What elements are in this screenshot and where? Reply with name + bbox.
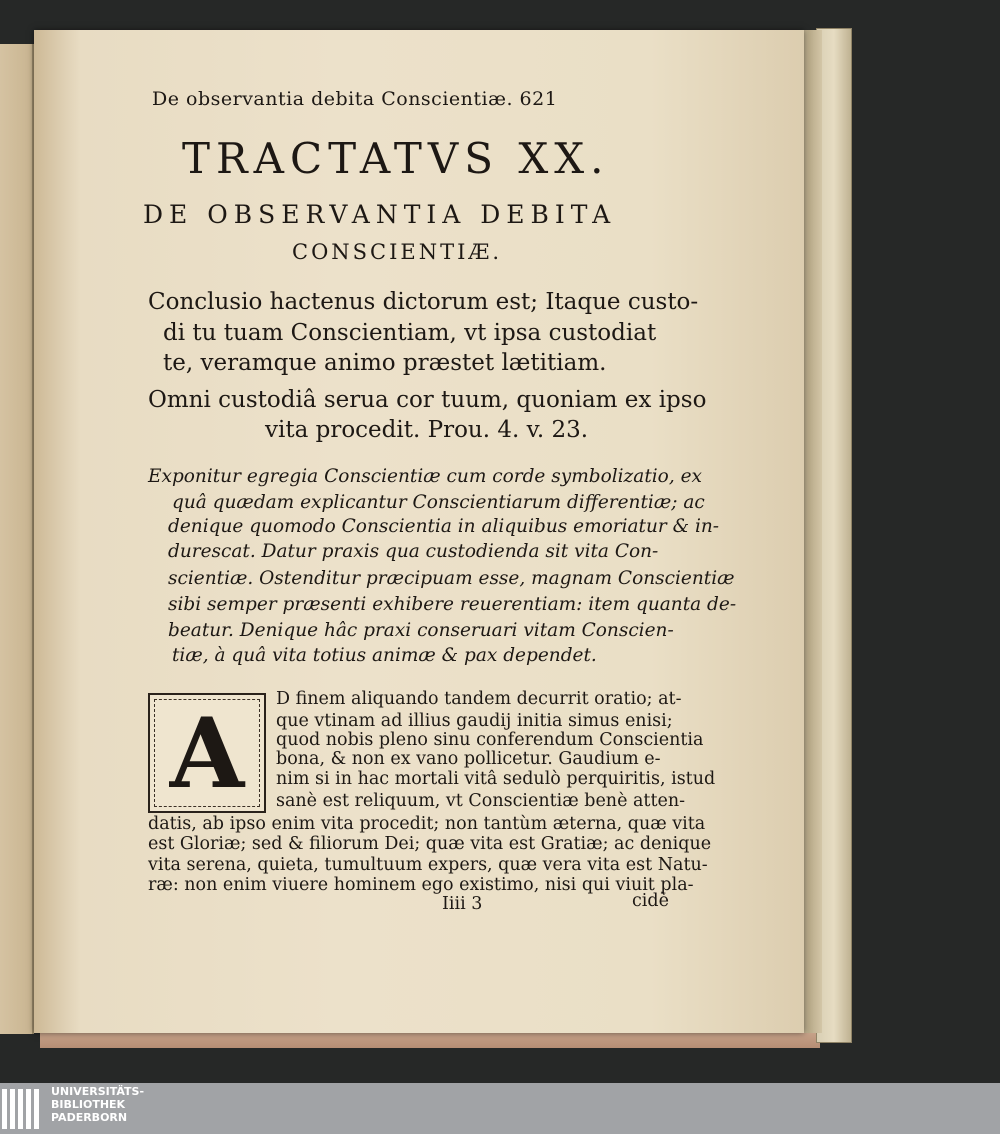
summary-line: quâ quædam explicantur Conscientiarum differentiæ; ac (172, 492, 705, 513)
summary-line: denique quomodo Conscientia in aliquibus emoriatur & in- (168, 516, 720, 537)
intro-line: di tu tuam Conscientiam, vt ipsa custodiat (163, 320, 657, 346)
library-logo-icon (0, 1089, 46, 1129)
initial-letter: A (169, 697, 245, 810)
logo-line: UNIVERSITÄTS- (51, 1085, 145, 1098)
library-logo-text (51, 1085, 144, 1124)
summary-line: durescat. Datur praxis qua custodienda sit vita Con- (168, 541, 659, 562)
body-line: D finem aliquando tandem decurrit oratio; at- (276, 689, 682, 709)
signature-mark: Iiii 3 (442, 894, 483, 914)
running-header: De observantia debita Conscientiæ. 621 (152, 88, 558, 110)
summary-line: Exponitur egregia Conscientiæ cum corde symbolizatio, ex (148, 466, 702, 487)
body-line: sanè est reliquum, vt Conscientiæ benè atten- (276, 791, 686, 811)
summary-line: beatur. Denique hâc praxi conseruari vitam Conscien- (168, 620, 674, 641)
catchword: cidè (632, 891, 669, 911)
body-line: est Gloriæ; sed & filiorum Dei; quæ vita est Gratiæ; ac denique (148, 834, 712, 854)
intro-line: Omni custodiâ serua cor tuum, quoniam ex ipso (148, 387, 707, 413)
subtitle-line-1: DE OBSERVANTIA DEBITA (143, 200, 617, 229)
body-line: datis, ab ipso enim vita procedit; non tantùm æterna, quæ vita (148, 814, 706, 834)
left-page-edge (0, 44, 34, 1034)
intro-line: te, veramque animo præstet lætitiam. (163, 350, 607, 376)
decorated-initial (148, 693, 266, 813)
intro-line: vita procedit. Prou. 4. v. 23. (265, 417, 589, 443)
body-line: que vtinam ad illius gaudij initia simus enisi; (276, 711, 673, 731)
body-line: nim si in hac mortali vitâ sedulò perquiritis, istud (276, 769, 716, 789)
body-line: vita serena, quieta, tumultuum expers, quæ vera vita est Natu- (148, 855, 708, 875)
summary-line: sibi semper præsenti exhibere reuerentiam: item quanta de- (168, 594, 737, 615)
logo-line: PADERBORN (51, 1111, 128, 1124)
summary-line: scientiæ. Ostenditur præcipuam esse, magnam Conscientiæ (168, 568, 735, 589)
logo-line: BIBLIOTHEK (51, 1098, 126, 1111)
body-line: bona, & non ex vano pollicetur. Gaudium e- (276, 749, 661, 769)
body-line: quod nobis pleno sinu conferendum Conscientia (276, 730, 704, 750)
library-footer (0, 1083, 1000, 1134)
treatise-title: TRACTATVS XX. (182, 134, 610, 183)
intro-line: Conclusio hactenus dictorum est; Itaque custo- (148, 289, 699, 315)
summary-line: tiæ, à quâ vita totius animæ & pax dependet. (172, 645, 597, 666)
body-line: ræ: non enim viuere hominem ego existimo, nisi qui viuit pla- (148, 875, 694, 895)
subtitle-line-2: CONSCIENTIÆ. (292, 240, 503, 264)
